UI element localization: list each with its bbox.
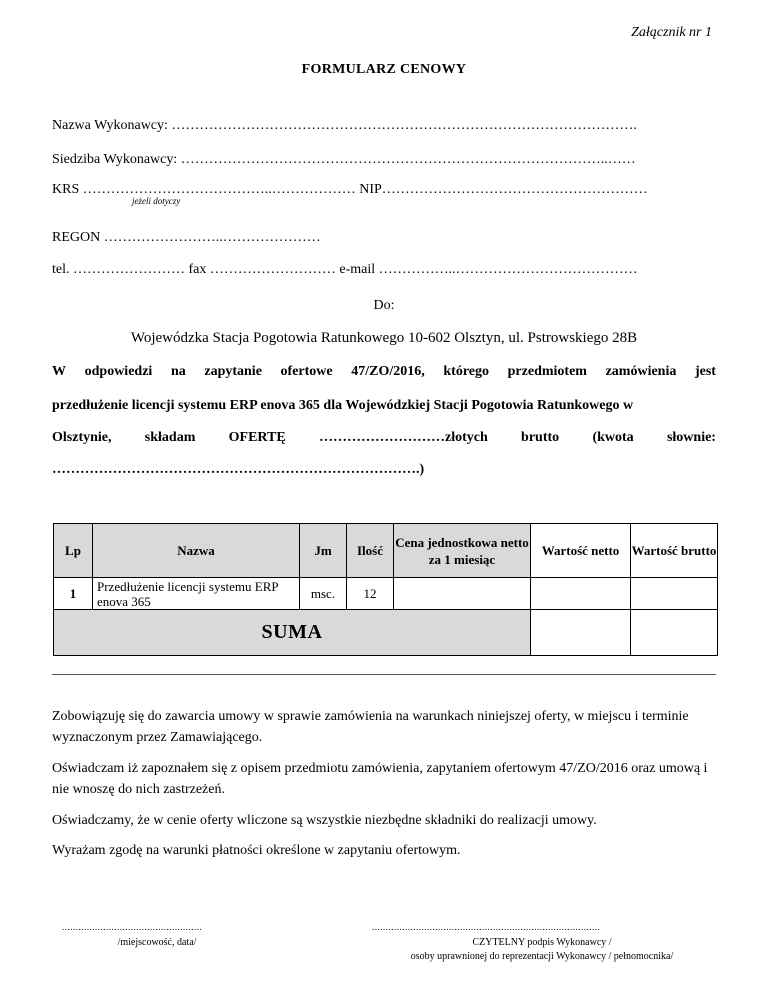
offer-word: OFERTĘ bbox=[228, 430, 286, 445]
offer-amount-words-field[interactable]: …………………………………………………………………….) bbox=[52, 462, 425, 477]
offer-word: W bbox=[52, 364, 66, 379]
offer-word: którego bbox=[443, 364, 490, 379]
offer-word: Olsztynie, bbox=[52, 430, 112, 445]
section-divider bbox=[52, 674, 716, 675]
offer-word: brutto bbox=[521, 430, 560, 445]
table-row bbox=[54, 578, 718, 610]
krs-nip-field[interactable]: KRS …………………………………..……………… NIP………………………………………………… bbox=[52, 182, 648, 197]
row-qty: 12 bbox=[347, 578, 394, 610]
sum-net-input[interactable] bbox=[531, 610, 631, 656]
row-unit: msc. bbox=[300, 578, 347, 610]
header-name: Nazwa bbox=[93, 524, 300, 578]
row-net-input[interactable] bbox=[531, 578, 631, 610]
offer-word: na bbox=[170, 364, 186, 379]
header-unit-price: Cena jednostkowa netto za 1 miesiąc bbox=[394, 524, 531, 578]
offer-word: zamówienia bbox=[605, 364, 677, 379]
signature-label-2: osoby uprawnionej do reprezentacji Wykonawcy / pełnomocnika/ bbox=[410, 951, 674, 962]
header-lp: Lp bbox=[54, 524, 93, 578]
offer-word: zapytanie bbox=[204, 364, 262, 379]
annex-label: Załącznik nr 1 bbox=[631, 25, 712, 40]
contractor-seat-field[interactable]: Siedziba Wykonawcy: ………………………………………………………………………………..…… bbox=[52, 152, 636, 167]
offer-amount-field[interactable]: ………………………złotych bbox=[319, 430, 488, 445]
offer-word: odpowiedzi bbox=[84, 364, 153, 379]
statement-price-components: Oświadczamy, że w cenie oferty wliczone są wszystkie niezbędne składniki do realizacji umowy. bbox=[52, 813, 597, 828]
contractor-name-field[interactable]: Nazwa Wykonawcy: ………………………………………………………………………………………. bbox=[52, 118, 637, 133]
offer-word: słownie: bbox=[666, 430, 716, 445]
row-lp: 1 bbox=[54, 578, 93, 610]
signature-label-1: CZYTELNY podpis Wykonawcy / bbox=[472, 937, 612, 948]
header-gross: Wartość brutto bbox=[631, 524, 718, 578]
krs-note: jeżeli dotyczy bbox=[132, 196, 181, 206]
regon-field[interactable]: REGON ……………………..………………… bbox=[52, 230, 321, 245]
statement-payment-terms: Wyrażam zgodę na warunki płatności określone w zapytaniu ofertowym. bbox=[52, 843, 461, 858]
offer-word: składam bbox=[144, 430, 196, 445]
sum-label: SUMA bbox=[54, 610, 531, 656]
row-name: Przedłużenie licencji systemu ERP enova 365 bbox=[93, 578, 300, 610]
offer-line-1 bbox=[52, 364, 716, 380]
header-net: Wartość netto bbox=[531, 524, 631, 578]
offer-word: 47/ZO/2016, bbox=[351, 364, 425, 379]
signature-dotted-line[interactable]: ................................................................................... bbox=[372, 922, 601, 932]
document-title: FORMULARZ CENOWY bbox=[301, 62, 467, 77]
offer-word: przedmiotem bbox=[507, 364, 587, 379]
recipient-to-label: Do: bbox=[373, 298, 395, 313]
header-qty: Ilość bbox=[347, 524, 394, 578]
place-date-label: /miejscowość, data/ bbox=[117, 937, 197, 948]
offer-line-2: przedłużenie licencji systemu ERP enova 365 dla Wojewódzkiej Stacji Pogotowia Ratunkowego w bbox=[52, 398, 634, 413]
offer-word: (kwota bbox=[592, 430, 634, 445]
statement-commitment: Zobowiązuję się do zawarcia umowy w sprawie zamówienia na warunkach niniejszej oferty, w miejscu i terminie wyznaczonym przez Zamawiającego. bbox=[52, 709, 689, 745]
offer-line-3 bbox=[52, 430, 716, 446]
place-date-dotted-line[interactable]: ................................................... bbox=[62, 922, 203, 932]
offer-word: ofertowe bbox=[280, 364, 333, 379]
recipient-address: Wojewódzka Stacja Pogotowia Ratunkowego 10-602 Olsztyn, ul. Pstrowskiego 28B bbox=[130, 330, 638, 346]
header-unit: Jm bbox=[300, 524, 347, 578]
sum-gross-input[interactable] bbox=[631, 610, 718, 656]
offer-word: jest bbox=[694, 364, 716, 379]
row-unit-price-input[interactable] bbox=[394, 578, 531, 610]
price-table bbox=[53, 523, 718, 656]
row-gross-input[interactable] bbox=[631, 578, 718, 610]
statement-acknowledgement: Oświadczam iż zapoznałem się z opisem przedmiotu zamówienia, zapytaniem ofertowym 47/ZO/2016 oraz umową i nie wnoszę do nich zastrzeżeń. bbox=[52, 761, 708, 797]
contact-field[interactable]: tel. …………………… fax ……………………… e-mail ……………..………………………………… bbox=[52, 262, 638, 277]
